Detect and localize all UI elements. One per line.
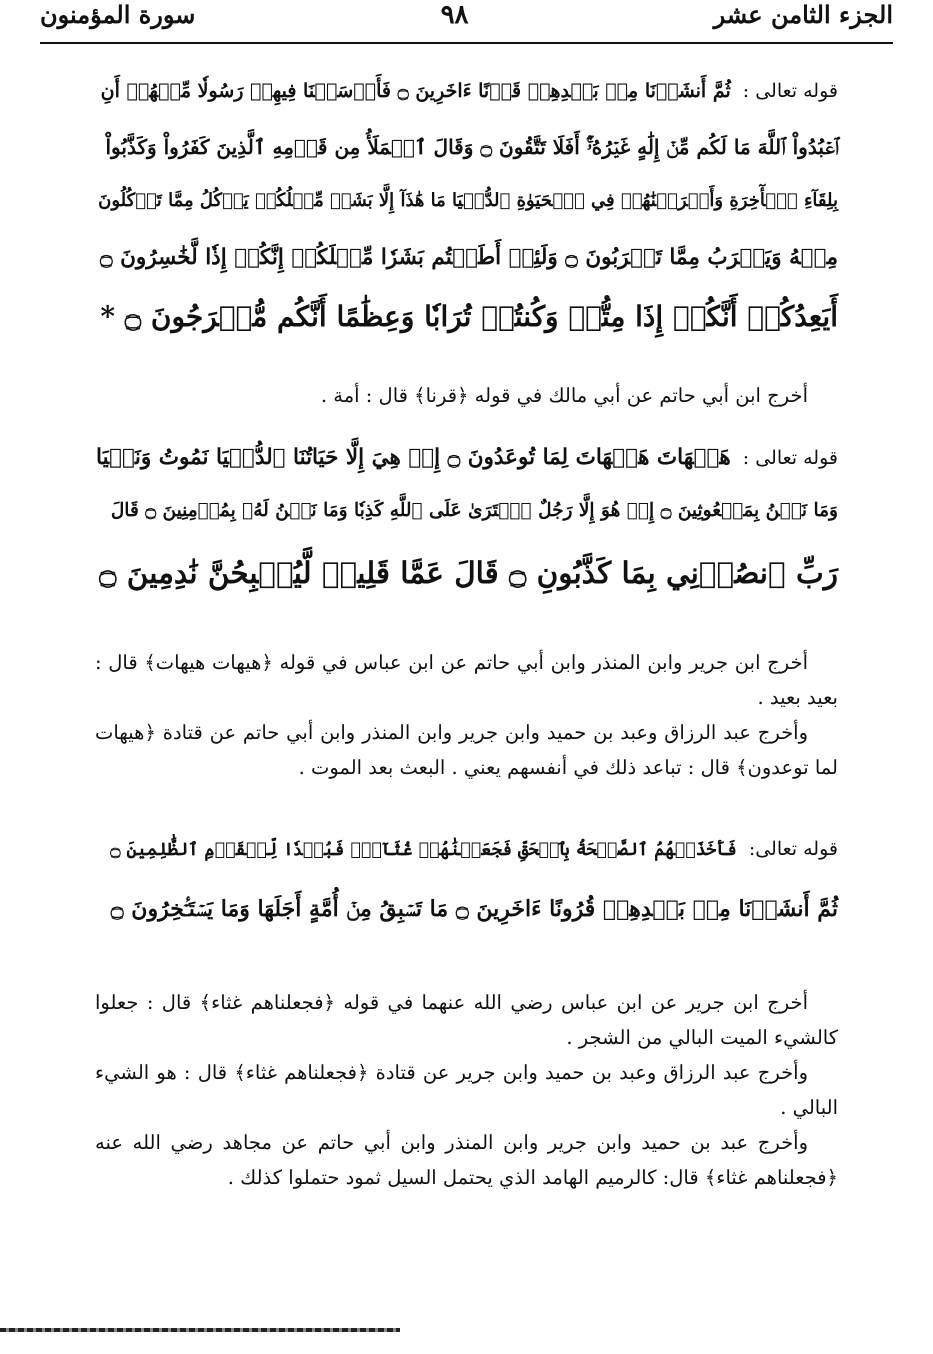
header-juz: الجزء الثامن عشر [713, 0, 893, 29]
verse-label: قوله تعالى : [742, 447, 838, 469]
page-number: ٩٨ [440, 0, 469, 30]
quran-text: وَمَا نَحۡنُ بِمَبۡعُوثِينَ ۝ إِنۡ هُوَ إِلَّا رَجُلٌ ٱفۡتَرَىٰ عَلَى ٱللَّهِ كَذِبٗا وَمَا نَحۡنُ لَهُۥ بِمُؤۡمِنِينَ ۝ قَالَ [110, 500, 838, 521]
verse-line [95, 135, 838, 190]
verse-line [95, 445, 838, 500]
commentary-paragraph: وأخرج عبد الرزاق وعبد بن حميد وابن جرير وابن المنذر وابن أبي حاتم عن قتادة ﴿هيهات لما توعدون﴾ قال : تباعد ذلك في أنفسهم يعني . البعث بعد الموت . [95, 721, 838, 779]
verse-line [95, 300, 838, 350]
commentary-paragraph: أخرج ابن جرير عن ابن عباس رضي الله عنهما في قوله ﴿فجعلناهم غثاء﴾ قال : جعلوا كالشيء الميت البالي من الشجر . [95, 991, 838, 1049]
section-1-notes [95, 378, 838, 413]
quran-text: رَبِّ ٱنصُرۡنِي بِمَا كَذَّبُونِ ۝ قَالَ عَمَّا قَلِيلٖ لَّيُصۡبِحُنَّ نَٰدِمِينَ ۝ [99, 555, 838, 590]
quran-text: أَيَعِدُكُمۡ أَنَّكُمۡ إِذَا مِتُّمۡ وَكُنتُمۡ تُرَابٗا وَعِظَٰمًا أَنَّكُم مُّخۡرَجُونَ ۝ * [100, 300, 838, 333]
verse-line [95, 896, 838, 954]
page-header [40, 0, 893, 40]
verse-line [95, 555, 838, 610]
commentary-paragraph: وأخرج عبد الرزاق وعبد بن حميد وابن جرير عن قتادة ﴿فجعلناهم غثاء﴾ قال : هو الشيء البالي . [95, 1061, 838, 1119]
quran-text: ٱعۡبُدُواْ ٱللَّهَ مَا لَكُم مِّنۡ إِلَٰهٍ غَيۡرُهُۥٓۚ أَفَلَا تَتَّقُونَ ۝ وَقَالَ ٱلۡمَلَأُ مِن قَوۡمِهِ ٱلَّذِينَ كَفَرُواْ وَكَذَّبُواْ [105, 135, 838, 159]
verse-line [95, 80, 838, 135]
verse-label: قوله تعالى: [748, 838, 838, 860]
verse-line [95, 838, 838, 896]
section-2-notes [95, 645, 838, 785]
quran-text: هَيۡهَاتَ هَيۡهَاتَ لِمَا تُوعَدُونَ ۝ إِنۡ هِيَ إِلَّا حَيَاتُنَا ٱلدُّنۡيَا نَمُوتُ وَنَحۡيَا [96, 445, 731, 470]
section-3-notes [95, 985, 838, 1195]
commentary-paragraph: أخرج ابن جرير وابن المنذر وابن أبي حاتم عن ابن عباس في قوله ﴿هيهات هيهات﴾ قال : بعيد بعيد . [95, 651, 838, 709]
scan-edge [0, 1328, 400, 1332]
section-1-verses [95, 80, 838, 350]
verse-line [95, 500, 838, 555]
section-2-verses [95, 445, 838, 610]
quran-text: فَأَخَذَتۡهُمُ ٱلصَّيۡحَةُ بِٱلۡحَقِّ فَجَعَلۡنَٰهُمۡ غُثَآءٗۚ فَبُعۡدٗا لِّلۡقَوۡمِ ٱلظَّٰلِمِينَ ۝ [110, 840, 737, 860]
header-rule [40, 42, 893, 44]
verse-line [95, 245, 838, 300]
quran-text: ثُمَّ أَنشَأۡنَا مِنۢ بَعۡدِهِمۡ قُرُونًا ءَاخَرِينَ ۝ مَا تَسۡبِقُ مِنۡ أُمَّةٍ أَجَلَهَا وَمَا يَسۡتَـٔۡخِرُونَ ۝ [110, 896, 838, 922]
verse-line [95, 190, 838, 245]
section-3-verses [95, 838, 838, 954]
verse-label: قوله تعالى : [742, 80, 838, 102]
quran-text: مِنۡهُ وَيَشۡرَبُ مِمَّا تَشۡرَبُونَ ۝ وَلَئِنۡ أَطَعۡتُم بَشَرٗا مِّثۡلَكُمۡ إِنَّكُمۡ إِذٗا لَّخَٰسِرُونَ ۝ [99, 245, 838, 270]
quran-text: ثُمَّ أَنشَأۡنَا مِنۢ بَعۡدِهِمۡ قَرۡنًا ءَاخَرِينَ ۝ فَأَرۡسَلۡنَا فِيهِمۡ رَسُولٗا مِّنۡهُمۡ أَنِ [100, 80, 731, 102]
quran-text: بِلِقَآءِ ٱلۡأٓخِرَةِ وَأَتۡرَفۡنَٰهُمۡ فِي ٱلۡحَيَوٰةِ ٱلدُّنۡيَا مَا هَٰذَآ إِلَّا بَشَرٞ مِّثۡلُكُمۡ يَأۡكُلُ مِمَّا تَأۡكُلُونَ [98, 190, 838, 211]
commentary-paragraph: أخرج ابن أبي حاتم عن أبي مالك في قوله ﴿قرنا﴾ قال : أمة . [320, 384, 808, 407]
commentary-paragraph: وأخرج عبد بن حميد وابن جرير وابن المنذر وابن أبي حاتم عن مجاهد رضي الله عنه ﴿فجعلناهم غثاء﴾ قال: كالرميم الهامد الذي يحتمل السيل ثمود حتملوا كذلك . [95, 1131, 838, 1189]
header-surah: سورة المؤمنون [40, 0, 196, 29]
